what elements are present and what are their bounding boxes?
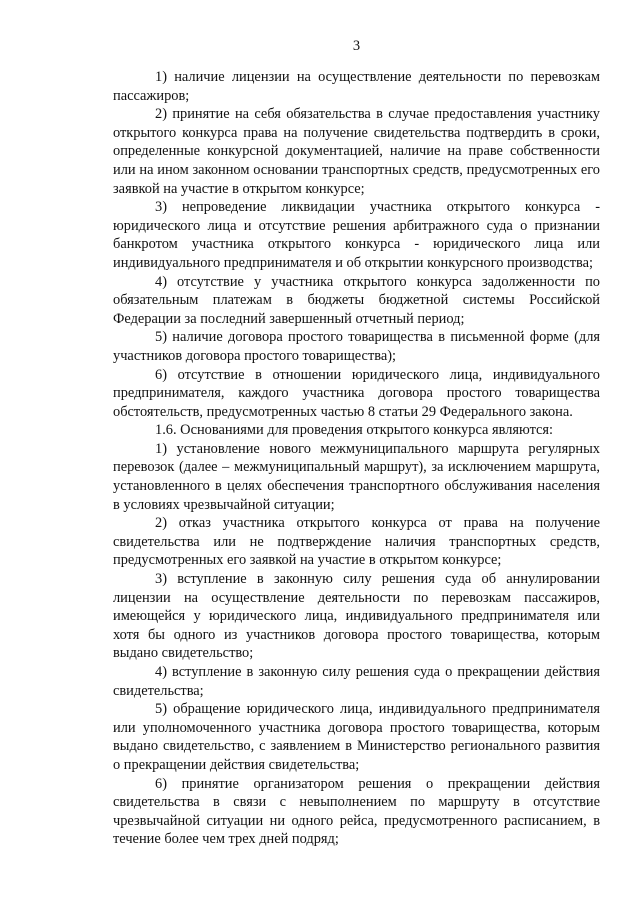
paragraph-4: 4) отсутствие у участника открытого конкурса задолженности по обязательным платежам в бюджеты бюджетной системы Российской Федерации за последний завершенный отчетный период; (113, 273, 600, 327)
paragraph-7: 1) установление нового межмуниципального маршрута регулярных перевозок (далее – межмуниципальный маршрут), за исключением маршрута, установленного в целях обеспечения транспортного обслуживания населения в условиях чрезвычайной ситуации; (113, 440, 600, 513)
paragraph-12: 6) принятие организатором решения о прекращении действия свидетельства в связи с невыполнением по маршруту в отсутствие чрезвычайной ситуации ни одного рейса, предусмотренного расписанием, в течение более чем трех дней подряд; (113, 775, 600, 848)
page-number: 3 (352, 38, 361, 54)
paragraph-11: 5) обращение юридического лица, индивидуального предпринимателя или уполномоченного участника договора простого товарищества, которым выдано свидетельство, с заявлением в Министерство регионального развития о прекращении действия свидетельства; (113, 701, 600, 773)
section-heading-1-6: 1.6. Основаниями для проведения открытого конкурса являются: (155, 422, 554, 439)
paragraph-10: 4) вступление в законную силу решения суда о прекращении действия свидетельства; (113, 664, 600, 699)
paragraph-9: 3) вступление в законную силу решения суда об аннулировании лицензии на осуществление деятельности по перевозкам пассажиров, имеющейся у юридического лица, индивидуального предпринимателя или хотя бы одного из участников договора простого товарищества, которым выдано свидетельство; (113, 571, 600, 662)
paragraph-6: 6) отсутствие в отношении юридического лица, индивидуального предпринимателя, каждого участника договора простого товарищества обстоятельств, предусмотренных частью 8 статьи 29 Федерального закона. (113, 366, 600, 420)
paragraph-5: 5) наличие договора простого товарищества в письменной форме (для участников договора простого товарищества); (113, 329, 600, 364)
paragraph-2: 2) принятие на себя обязательства в случае предоставления участнику открытого конкурса права на получение свидетельства подтвердить в сроки, определенные конкурсной документацией, наличие на праве собственности или на ином законном основании транспортных средств, предусмотренных его заявкой на участие в открытом конкурсе; (113, 106, 600, 197)
paragraph-1: 1) наличие лицензии на осуществление деятельности по перевозкам пассажиров; (113, 69, 600, 104)
paragraph-8: 2) отказ участника открытого конкурса от права на получение свидетельства или не подтверждение наличия транспортных средств, предусмотренных его заявкой на участие в открытом конкурсе; (113, 515, 600, 569)
paragraph-3: 3) непроведение ликвидации участника открытого конкурса - юридического лица и отсутствие решения арбитражного суда о признании банкротом участника открытого конкурса - юридического лица или индивидуального предпринимателя и об открытии конкурсного производства; (113, 199, 600, 271)
